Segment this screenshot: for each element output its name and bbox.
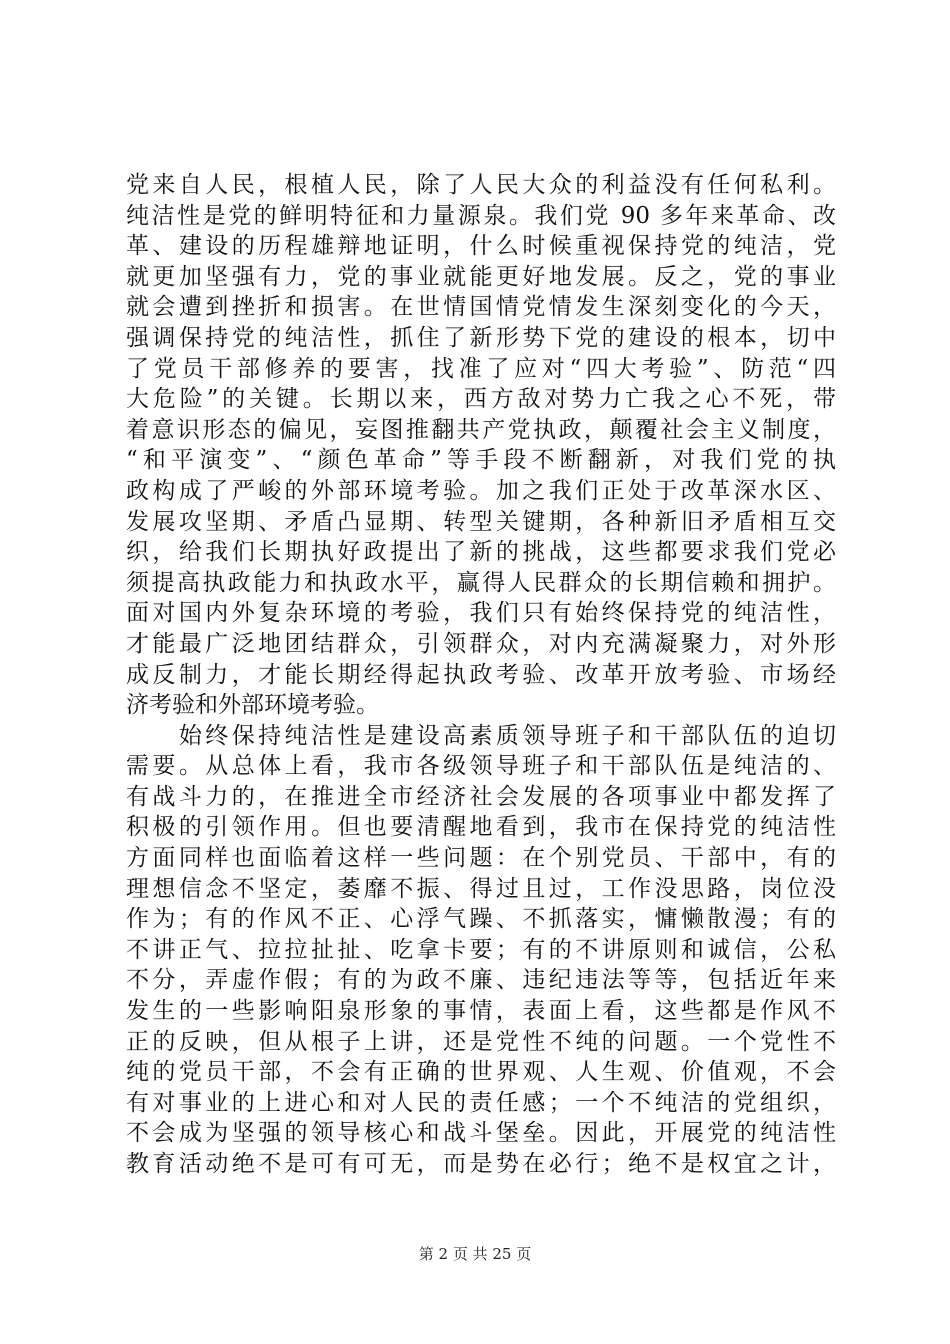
text-line: 发展攻坚期、矛盾凸显期、转型关键期，各种新旧矛盾相互交 (126, 508, 836, 535)
text-line: 济考验和外部环境考验。 (126, 692, 379, 719)
text-line: 织，给我们长期执好政提出了新的挑战，这些都要求我们党必 (126, 539, 836, 566)
text-line: 理想信念不坚定，萎靡不振、得过且过，工作没思路，岗位没 (126, 875, 836, 902)
text-line: 党来自人民，根植人民，除了人民大众的利益没有任何私利。 (126, 172, 836, 198)
text-line: 着意识形态的偏见，妄图推翻共产党执政，颠覆社会主义制度， (126, 416, 836, 443)
text-line: 作为；有的作风不正、心浮气躁、不抓落实，慵懒散漫；有的 (126, 906, 836, 933)
page-number-footer: 第 2 页 共 25 页 (418, 1245, 532, 1263)
text-line: 方面同样也面临着这样一些问题：在个别党员、干部中，有的 (126, 845, 836, 872)
text-line: 纯洁性是党的鲜明特征和力量源泉。我们党 90 多年来革命、改 (126, 202, 836, 229)
text-line: 了党员干部修养的要害，找准了应对“四大考验”、防范“四 (126, 355, 836, 382)
text-line: “和平演变”、“颜色革命”等手段不断翻新，对我们党的执 (126, 447, 836, 474)
text-line: 大危险”的关键。长期以来，西方敌对势力亡我之心不死，带 (126, 386, 836, 413)
text-line: 才能最广泛地团结群众，引领群众，对内充满凝聚力，对外形 (126, 630, 836, 657)
text-line: 须提高执政能力和执政水平，赢得人民群众的长期信赖和拥护。 (126, 569, 836, 596)
text-line: 正的反映，但从根子上讲，还是党性不纯的问题。一个党性不 (126, 1028, 836, 1055)
text-line: 发生的一些影响阳泉形象的事情，表面上看，这些都是作风不 (126, 998, 836, 1025)
text-line: 教育活动绝不是可有可无，而是势在必行；绝不是权宜之计， (126, 1151, 836, 1177)
text-line: 成反制力，才能长期经得起执政考验、改革开放考验、市场经 (126, 661, 836, 688)
text-line: 不分，弄虚作假；有的为政不廉、违纪违法等等，包括近年来 (126, 967, 836, 994)
text-line: 不会成为坚强的领导核心和战斗堡垒。因此，开展党的纯洁性 (126, 1120, 836, 1147)
text-line: 政构成了严峻的外部环境考验。加之我们正处于改革深水区、 (126, 477, 836, 504)
text-line: 革、建设的历程雄辩地证明，什么时候重视保持党的纯洁，党 (126, 233, 836, 260)
text-line: 不讲正气、拉拉扯扯、吃拿卡要；有的不讲原则和诚信，公私 (126, 936, 836, 963)
text-line: 就更加坚强有力，党的事业就能更好地发展。反之，党的事业 (126, 263, 836, 290)
text-line: 就会遭到挫折和损害。在世情国情党情发生深刻变化的今天， (126, 294, 836, 321)
document-body (126, 170, 836, 1180)
text-line: 面对国内外复杂环境的考验，我们只有始终保持党的纯洁性， (126, 600, 836, 627)
text-line: 需要。从总体上看，我市各级领导班子和干部队伍是纯洁的、 (126, 753, 836, 780)
text-line: 有对事业的上进心和对人民的责任感；一个不纯洁的党组织， (126, 1089, 836, 1116)
text-line: 始终保持纯洁性是建设高素质领导班子和干部队伍的迫切 (126, 722, 836, 749)
paragraph-1 (126, 170, 836, 721)
text-line: 纯的党员干部，不会有正确的世界观、人生观、价值观，不会 (126, 1059, 836, 1086)
paragraph-2 (126, 721, 836, 1180)
text-line: 强调保持党的纯洁性，抓住了新形势下党的建设的根本，切中 (126, 324, 836, 351)
text-line: 积极的引领作用。但也要清醒地看到，我市在保持党的纯洁性 (126, 814, 836, 841)
text-line: 有战斗力的，在推进全市经济社会发展的各项事业中都发挥了 (126, 783, 836, 810)
